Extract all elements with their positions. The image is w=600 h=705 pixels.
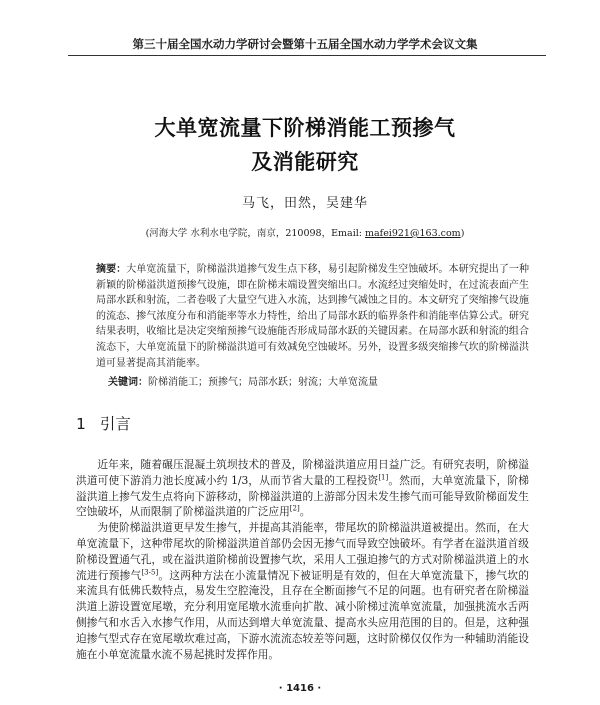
body-p2-text-b: 。这两种方法在小流量情况下被证明是有效的，但在大单宽流量下，掺气坎的来流具有低佛氏数特点，易发生空腔淹没，且存在全断面掺气不足的问题。也有研究者在阶梯溢洪道上游设置宽尾墩，充分利用宽尾墩水流垂向扩散、减小阶梯过流单宽流量，加强挑流水舌两侧掺气和水舌入水掺气作用，从而达到增大单宽流量、提高水头应用范围的目的。但是，这种强迫掺气型式存在宽尾墩坎难过高，下游水流流态较差等问题，这时阶梯仅仅作为一种辅助消能设施在小单宽流量水流不易起挑时发挥作用。: [76, 568, 529, 661]
affiliation-close: ): [460, 228, 465, 239]
keywords-label: 关键词：: [108, 377, 148, 388]
header-rule: [68, 55, 546, 56]
abstract: [96, 262, 529, 371]
body-text: [76, 457, 529, 662]
abstract-text: 大单宽流量下，阶梯溢洪道掺气发生点下移，易引起阶梯发生空蚀破坏。本研究提出了一种新颖的阶梯溢洪道预掺气设施，即在阶梯末端设置突缩出口。水流经过突缩处时，在过流表面产生局部水跃和射流，二者卷吸了大量空气进入水流，达到掺气减蚀之目的。本文研究了突缩掺气设施的流态、掺气浓度分布和消能率等水力特性，给出了局部水跃的临界条件和消能率估算公式。研究结果表明，收缩比是决定突缩预掺气设施能否形成局部水跃的关键因素。在局部水跃和射流的组合流态下，大单宽流量下的阶梯溢洪道可有效减免空蚀破坏。另外，设置多级突缩掺气坎的阶梯溢洪道可显著提高其消能率。: [96, 264, 530, 369]
body-p2-text-a: 为使阶梯溢洪道更早发生掺气，并提高其消能率，带尾坎的阶梯溢洪道被提出。然而，在大单宽流量下，这种带尾坎的阶梯溢洪道首部仍会因无掺气而导致空蚀破坏。有学者在溢洪道首级阶梯设置通气孔，或在溢洪道阶梯前设置掺气坎，采用人工强迫掺气的方式对阶梯溢洪道上的水流进行预掺气: [76, 521, 529, 582]
authors: 马飞，田然，吴建华: [241, 196, 368, 211]
affiliation-text: (河海大学 水利水电学院，南京，210098，Email:: [145, 228, 365, 239]
abstract-label: 摘要：: [96, 264, 127, 275]
paper-title-line-2: 及消能研究: [251, 150, 359, 174]
keywords: [108, 373, 528, 388]
citation-3-5[interactable]: [3-5]: [141, 568, 159, 577]
keywords-text: 阶梯消能工；预掺气；局部水跃；射流；大单宽流量: [148, 377, 378, 388]
section-number: 1: [76, 415, 86, 433]
running-header: 第三十届全国水动力学研讨会暨第十五届全国水动力学学术会议文集: [132, 37, 478, 51]
body-p1-text-c: 。: [299, 505, 311, 519]
body-paragraph-2: [76, 520, 529, 662]
body-paragraph-1: [76, 457, 529, 520]
page-number: · 1416 ·: [278, 683, 322, 694]
paper-title-line-1: 大单宽流量下阶梯消能工预掺气: [154, 116, 456, 140]
section-title: 引言: [99, 415, 131, 433]
section-heading: [76, 412, 131, 434]
citation-2[interactable]: [2]: [289, 504, 300, 513]
email-link[interactable]: mafei921@163.com: [365, 228, 461, 239]
body-p1-text-b: 。然而，大单宽流量下，阶梯溢洪道上掺气发生点将向下游移动，阶梯溢洪道的上游部分因未发生掺气而可能导致阶梯面发生空蚀破坏，从而限制了阶梯溢洪道的广泛应用: [76, 473, 529, 519]
affiliation: [60, 225, 550, 239]
citation-1[interactable]: [1]: [378, 473, 389, 482]
body-p1-text-a: 近年来，随着碾压混凝土筑坝技术的普及，阶梯溢洪道应用日益广泛。有研究表明，阶梯溢洪道可使下游消力池长度减小约 1/3，从而节省大量的工程投资: [76, 458, 529, 487]
